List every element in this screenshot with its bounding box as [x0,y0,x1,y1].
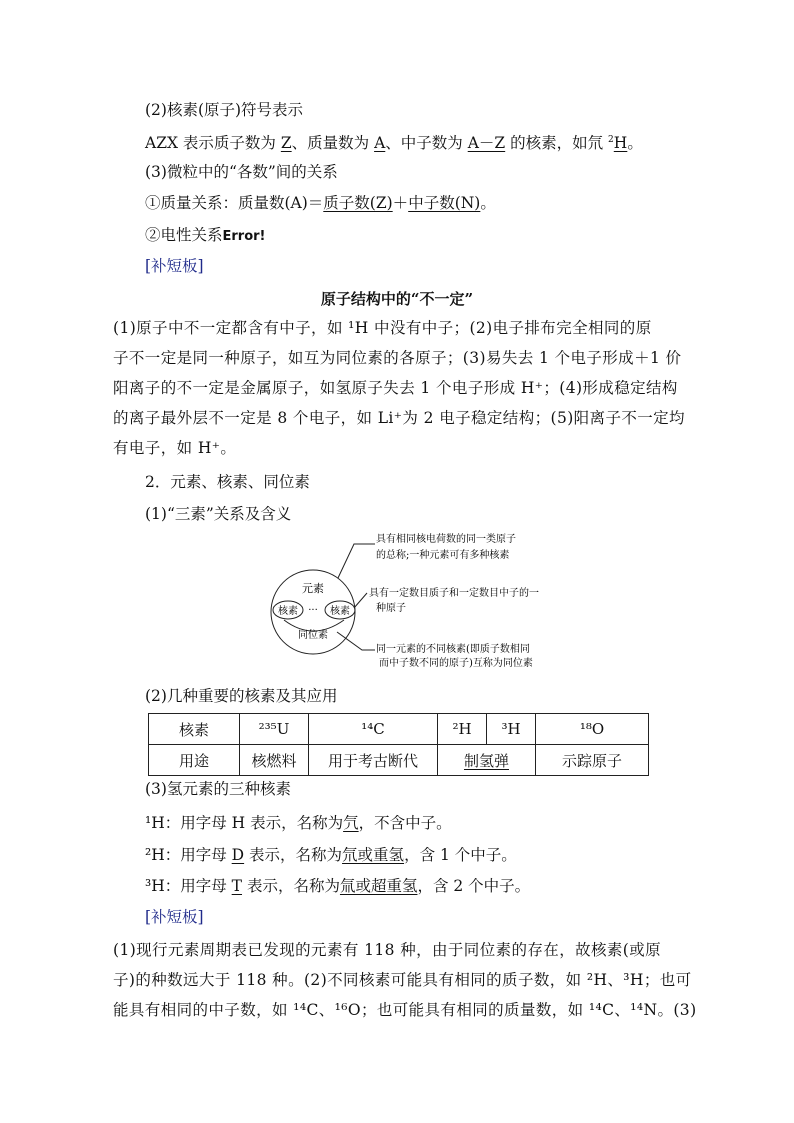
table-cell: ³H [487,714,536,745]
table-cell: 示踪原子 [536,745,649,776]
note-nuclide-line1: 具有一定数目质子和一定数目中子的一 [369,588,539,599]
paragraph-line: 的离子最外层不一定是 8 个电子，如 Li⁺为 2 电子稳定结构；(5)阳离子不一定均 [113,409,685,427]
answer-d: D [231,846,245,864]
paragraph-line: 子不一定是同一种原子，如互为同位素的各原子；(3)易失去 1 个电子形成＋1 价 [113,349,682,367]
connector-element [338,544,375,578]
table-cell: 用途 [149,745,240,776]
paragraph-line: 有电子，如 H⁺。 [113,439,237,457]
mass-relation [145,193,496,213]
answer-hydrogen-bomb: 制氢弹 [463,751,509,770]
label-isotope: 同位素 [298,630,328,641]
section-2-heading: 2．元素、核素、同位素 [145,473,310,491]
text-part: ，含 2 个中子。 [417,877,531,895]
charge-relation [145,225,266,247]
nuclide-symbol-text [145,130,643,153]
table-cell: 用于考古断代 [309,745,438,776]
answer-z: Z [280,134,292,152]
answer-protium: 氕 [343,814,359,832]
text-part: ，不含中子。 [358,814,452,832]
text-part: 。 [480,194,496,212]
label-element: 元素 [302,582,324,595]
paragraph-line: 阳离子的不一定是金属原子，如氢原子失去 1 个电子形成 H⁺；(4)形成稳定结构 [113,379,678,397]
note-element-line1: 具有相同核电荷数的同一类原子 [376,534,516,545]
table-cell: ²H [438,714,487,745]
note-isotope-line1: 同一元素的不同核素(即质子数相同 [376,644,530,655]
label-nuclide-right: 核素 [330,606,350,617]
section-title: 原子结构中的“不一定” [320,290,474,308]
table-cell [438,745,536,776]
paragraph-line: (1)原子中不一定都含有中子，如 ¹H 中没有中子；(2)电子排布完全相同的原 [113,319,652,337]
tag-supplement-1: [补短板] [145,257,204,275]
heading-nuclide-symbol: (2)核素(原子)符号表示 [145,101,304,119]
table-cell: 核素 [149,714,240,745]
table-cell: 核燃料 [240,745,309,776]
nuclide-uses-heading: (2)几种重要的核素及其应用 [145,687,338,705]
hydrogen-nuclides-heading: (3)氢元素的三种核素 [145,780,291,798]
text-part: ②电性关系 [145,226,223,244]
table-cell: ¹⁸O [536,714,649,745]
paragraph-line: 能具有相同的中子数，如 ¹⁴C、¹⁶O；也可能具有相同的质量数，如 ¹⁴C、¹⁴N。(3) [113,1001,697,1019]
table-cell: ²³⁵U [240,714,309,745]
error-text: Error! [222,229,266,244]
text-part: 、质量数为 [291,134,375,152]
tritium-line [145,876,530,896]
table-cell: ¹⁴C [309,714,438,745]
text-part: 表示，名称为 [242,877,340,895]
heading-numbers-relation: (3)微粒中的“各数”间的关系 [145,163,338,181]
tag-supplement-2: [补短板] [145,908,204,926]
answer-h: H [613,134,628,152]
text-part: ¹H：用字母 H 表示，名称为 [145,814,344,832]
text-part: 表示，名称为 [244,846,343,864]
text-part: 、中子数为 [385,134,468,152]
three-elements-diagram [262,530,592,670]
label-nuclide-left: 核素 [278,606,298,617]
text-part: ①质量关系：质量数(A)＝ [145,194,324,212]
label-dots: ··· [308,605,318,616]
text-part: ，含 1 个中子。 [404,846,517,864]
nuclide-uses-table [148,713,649,776]
paragraph-line: 子)的种数远大于 118 种。(2)不同核素可能具有相同的质子数，如 ²H、³H；也可 [113,971,692,989]
text-part: 的核素，如氘 [505,134,609,152]
paragraph-line: (1)现行元素周期表已发现的元素有 118 种，由于同位素的存在，故核素(或原 [113,941,662,959]
answer-tritium: 氚或超重氢 [339,877,418,895]
connector-nuclide [354,593,367,608]
table-row [149,714,649,745]
text-part: AZX 表示质子数为 [145,134,281,152]
paragraph-not-necessarily [113,313,683,463]
paragraph-nuclide-facts [113,935,697,1025]
protium-line [145,813,452,833]
three-elements-heading: (1)“三素”关系及含义 [145,505,292,523]
answer-proton-number: 质子数(Z) [323,194,393,212]
superscript: 2 [608,135,614,145]
note-nuclide-line2: 种原子 [376,603,406,614]
answer-neutron-number: 中子数(N) [408,194,481,212]
note-isotope-line2: 而中子数不同的原子)互称为同位素 [379,658,533,669]
table-row [149,745,649,776]
answer-deuterium: 氘或重氢 [342,846,405,864]
text-part: ³H：用字母 [145,877,232,895]
answer-t: T [231,877,243,895]
text-part: ＋ [392,194,409,212]
deuterium-line [145,845,517,865]
answer-a: A [374,134,386,152]
note-element-line2: 的总称;一种元素可有多种核素 [376,550,510,561]
text-part: ²H：用字母 [145,846,232,864]
answer-a-minus-z: A－Z [467,134,506,152]
text-part: 。 [627,134,643,152]
